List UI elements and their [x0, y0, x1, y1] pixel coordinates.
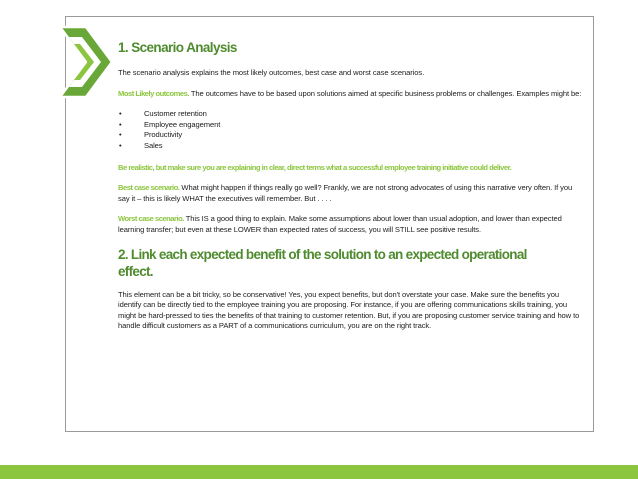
list-item: • Sales: [118, 141, 584, 152]
section-2-body: This element can be a bit tricky, so be conservative! Yes, you expect benefits, but don't overstate your case. Make sure the benefits you identify can be directly tied to the employee training you are proposing. For instance, if you are offering communications skills training, you might be hard-pressed to ties the benefits of that training to customer retention. But, if you are proposing customer service training and how to handle difficult customers as a PART of a communications curriculum, you are on the right track.: [118, 289, 580, 331]
chevron-right-icon: [56, 25, 116, 99]
most-likely-text: The outcomes have to be based upon solutions aimed at specific business problems or challenges. Examples might be:: [188, 88, 582, 98]
most-likely-paragraph: [118, 89, 584, 100]
worst-case-text: This IS a good thing to explain. Make some assumptions about lower than usual adoption, and lower than expected learning transfer; but even at these LOWER than expected rates of success, you will STILL see positive results.: [118, 214, 562, 234]
list-item: • Productivity: [118, 130, 584, 141]
bottom-bar: [0, 465, 638, 479]
realistic-note: Be realistic, but make sure you are explaining in clear, direct terms what a successful employee training initiative could deliver.: [118, 162, 512, 172]
best-case-label: Best case scenario.: [118, 183, 180, 193]
list-item: • Customer retention: [118, 109, 584, 120]
list-item: • Employee engagement: [118, 120, 584, 131]
examples-list: [118, 109, 584, 151]
most-likely-label: Most Likely outcomes.: [118, 88, 189, 98]
intro-paragraph: The scenario analysis explains the most likely outcomes, best case and worst case scenarios.: [118, 68, 425, 77]
worst-case-label: Worst case scenario.: [118, 214, 184, 224]
main-content: [118, 40, 584, 342]
worst-case-paragraph: [118, 214, 584, 235]
best-case-text: What might happen if things really go well? Frankly, we are not strong advocates of using this narrative very often. If you say it – this is likely WHAT the executives will remember. But . . . .: [118, 183, 573, 203]
best-case-paragraph: [118, 183, 584, 204]
section-1-title: 1. Scenario Analysis: [118, 40, 237, 55]
section-2-title: 2. Link each expected benefit of the solution to an expected operational effect.: [118, 246, 527, 279]
dotted-border: [0, 0, 30, 479]
